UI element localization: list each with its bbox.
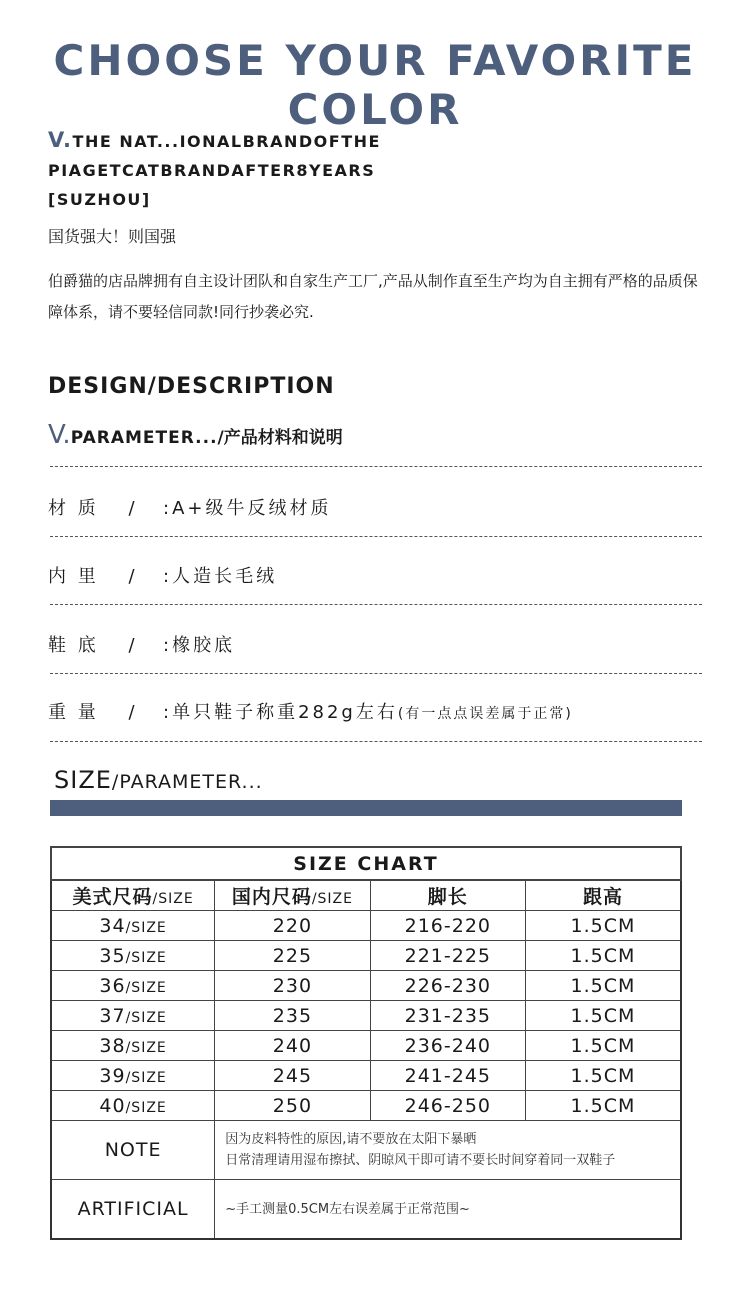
us-size: 35: [99, 944, 126, 967]
size-accent-bar: [50, 800, 682, 816]
page-headline: CHOOSE YOUR FAVORITE COLOR: [53, 36, 697, 134]
us-size-cell: [51, 1091, 215, 1121]
divider: [50, 673, 702, 674]
v-mark: V.: [48, 420, 71, 450]
header-sub: /SIZE: [152, 891, 194, 907]
us-size-unit: /SIZE: [125, 919, 167, 936]
header-cell: [51, 880, 215, 911]
artificial-label: ARTIFICIAL: [51, 1180, 215, 1240]
parameter-title-en: PARAMETER...: [70, 428, 218, 448]
cn-size-cell: 240: [215, 1031, 370, 1061]
size-title-sub: /PARAMETER...: [111, 771, 263, 793]
cn-size-cell: 245: [215, 1061, 370, 1091]
property-row-weight: [48, 698, 573, 728]
us-size-unit: /SIZE: [125, 979, 167, 996]
us-size-cell: [51, 941, 215, 971]
artificial-text: ~手工测量0.5CM左右误差属于正常范围~: [215, 1180, 681, 1240]
property-label: 重 量 /: [48, 702, 138, 723]
cn-size-cell: 230: [215, 971, 370, 1001]
cn-size-cell: 235: [215, 1001, 370, 1031]
us-size-unit: /SIZE: [125, 1069, 167, 1086]
heel-height-cell: 1.5CM: [525, 971, 681, 1001]
header-cell: [370, 880, 525, 911]
heel-height-cell: 1.5CM: [525, 1031, 681, 1061]
foot-length-cell: 216-220: [370, 911, 525, 941]
foot-length-cell: 226-230: [370, 971, 525, 1001]
us-size-unit: /SIZE: [125, 1099, 167, 1116]
artificial-row: [51, 1180, 681, 1240]
us-size: 36: [99, 974, 126, 997]
header-main: 美式尺码: [72, 886, 153, 908]
us-size: 38: [99, 1034, 126, 1057]
table-row: [51, 941, 681, 971]
us-size-unit: /SIZE: [125, 1039, 167, 1056]
heel-height-cell: 1.5CM: [525, 1091, 681, 1121]
property-value: [163, 698, 573, 728]
divider: [50, 536, 702, 537]
property-value-note: (有一点点误差属于正常): [397, 706, 573, 722]
property-row-material: [48, 494, 331, 524]
v-mark: V.: [48, 128, 73, 152]
divider: [50, 604, 702, 605]
table-row: [51, 911, 681, 941]
property-value: :A+级牛反绒材质: [163, 498, 332, 519]
us-size: 37: [99, 1004, 126, 1027]
us-size-cell: [51, 1061, 215, 1091]
note-line-1: 因为皮料特性的原因,请不要放在太阳下暴晒: [225, 1132, 477, 1147]
parameter-title: [48, 420, 343, 450]
note-row: [51, 1121, 681, 1180]
parameter-title-cn: /产品材料和说明: [217, 428, 343, 448]
foot-length-cell: 246-250: [370, 1091, 525, 1121]
us-size-unit: /SIZE: [125, 949, 167, 966]
divider: [50, 741, 702, 742]
header-cell: [215, 880, 370, 911]
table-row: [51, 1061, 681, 1091]
brand-line-1-text: THE NAT...IONALBRANDOFTHE: [72, 132, 381, 151]
cn-size-cell: 220: [215, 911, 370, 941]
brand-line-1: [48, 126, 708, 156]
table-row: [51, 971, 681, 1001]
us-size-cell: [51, 971, 215, 1001]
table-row: [51, 1091, 681, 1121]
foot-length-cell: 241-245: [370, 1061, 525, 1091]
brand-intro: 伯爵猫的店品牌拥有自主设计团队和自家生产工厂,产品从制作直至生产均为自主拥有严格的品质保障体系，请不要轻信同款!同行抄袭必究.: [48, 272, 698, 321]
us-size-unit: /SIZE: [125, 1009, 167, 1026]
note-text: [215, 1121, 681, 1180]
heel-height-cell: 1.5CM: [525, 1001, 681, 1031]
foot-length-cell: 236-240: [370, 1031, 525, 1061]
brand-block: [48, 126, 708, 214]
size-section-title: [54, 766, 263, 794]
header-sub: /SIZE: [311, 891, 353, 907]
size-chart-header-row: [51, 880, 681, 911]
table-row: [51, 1001, 681, 1031]
heel-height-cell: 1.5CM: [525, 911, 681, 941]
header-main: 国内尺码: [231, 886, 312, 908]
design-title: DESIGN/DESCRIPTION: [48, 374, 335, 399]
size-title-main: SIZE: [54, 766, 112, 794]
brand-line-2: PIAGETCATBRANDAFTER8YEARS: [48, 161, 376, 180]
size-chart-table: [50, 846, 682, 1240]
size-chart-title-row: [51, 847, 681, 880]
header-main: 跟高: [582, 886, 623, 908]
size-chart-title: SIZE CHART: [51, 847, 681, 880]
property-label: 鞋 底 /: [48, 635, 138, 656]
us-size-cell: [51, 1001, 215, 1031]
heel-height-cell: 1.5CM: [525, 941, 681, 971]
foot-length-cell: 231-235: [370, 1001, 525, 1031]
brand-slogan: 国货强大！则国强: [48, 227, 177, 246]
brand-line-3: [SUZHOU]: [48, 190, 151, 209]
property-row-lining: [48, 562, 277, 592]
us-size: 40: [99, 1094, 126, 1117]
note-line-2: 日常清理请用湿布擦拭、阴晾风干即可请不要长时间穿着同一双鞋子: [225, 1153, 616, 1168]
property-label: 材 质 /: [48, 498, 138, 519]
heel-height-cell: 1.5CM: [525, 1061, 681, 1091]
cn-size-cell: 225: [215, 941, 370, 971]
us-size-cell: [51, 911, 215, 941]
foot-length-cell: 221-225: [370, 941, 525, 971]
cn-size-cell: 250: [215, 1091, 370, 1121]
divider: [50, 466, 702, 467]
note-label: NOTE: [51, 1121, 215, 1180]
table-row: [51, 1031, 681, 1061]
us-size: 34: [99, 914, 126, 937]
header-main: 脚长: [427, 886, 468, 908]
property-row-sole: [48, 631, 235, 661]
header-cell: [525, 880, 681, 911]
property-label: 内 里 /: [48, 566, 138, 587]
property-value: :人造长毛绒: [163, 566, 278, 587]
property-value: :橡胶底: [163, 635, 236, 656]
us-size: 39: [99, 1064, 126, 1087]
property-value-main: :单只鞋子称重282g左右: [163, 702, 398, 723]
us-size-cell: [51, 1031, 215, 1061]
